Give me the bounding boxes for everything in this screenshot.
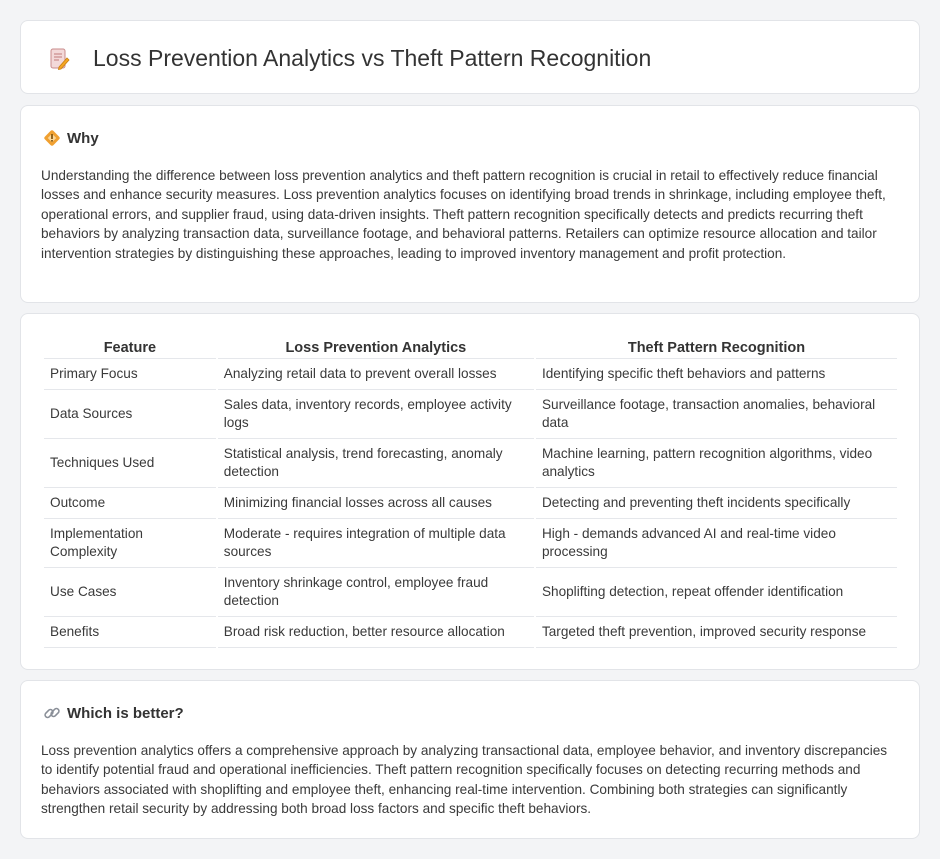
table-row: [44, 390, 897, 439]
page-title: Loss Prevention Analytics vs Theft Pattern Recognition: [93, 45, 652, 71]
better-text: Loss prevention analytics offers a comprehensive approach by analyzing transactional data, employee behavior, and inventory discrepancies to identify potential fraud and operational inefficiencies. Theft pattern recognition specifically focuses on detecting recurring methods and behaviors associated with shoplifting and employee theft, enhancing real-time intervention. Combining both strategies can significantly strengthen retail security by addressing both broad loss factors and specific theft behaviors.: [41, 743, 888, 817]
theft-pattern-cell: Surveillance footage, transaction anomalies, behavioral data: [536, 390, 897, 439]
better-title: Which is better?: [67, 704, 184, 722]
loss-prevention-cell: Statistical analysis, trend forecasting, anomaly detection: [218, 439, 534, 488]
why-section: [20, 105, 920, 303]
table-row: [44, 488, 897, 519]
why-heading: [43, 128, 99, 148]
loss-prevention-cell: Minimizing financial losses across all causes: [218, 488, 534, 519]
loss-prevention-cell: Sales data, inventory records, employee activity logs: [218, 390, 534, 439]
better-heading: [43, 703, 184, 723]
loss-prevention-cell: Broad risk reduction, better resource allocation: [218, 617, 534, 648]
comparison-table: [42, 332, 899, 648]
theft-pattern-cell: Identifying specific theft behaviors and patterns: [536, 359, 897, 390]
theft-pattern-cell: Targeted theft prevention, improved security response: [536, 617, 897, 648]
table-row: [44, 519, 897, 568]
table-row: [44, 439, 897, 488]
table-row: [44, 617, 897, 648]
feature-cell: Use Cases: [44, 568, 216, 617]
feature-cell: Data Sources: [44, 390, 216, 439]
feature-cell: Benefits: [44, 617, 216, 648]
column-header: Theft Pattern Recognition: [536, 332, 897, 359]
header-card: [20, 20, 920, 94]
table-row: [44, 568, 897, 617]
theft-pattern-cell: Machine learning, pattern recognition algorithms, video analytics: [536, 439, 897, 488]
loss-prevention-cell: Inventory shrinkage control, employee fraud detection: [218, 568, 534, 617]
link-icon: [43, 704, 61, 722]
theft-pattern-cell: Detecting and preventing theft incidents specifically: [536, 488, 897, 519]
why-text: Understanding the difference between loss prevention analytics and theft pattern recognition is crucial in retail to effectively reduce financial losses and enhance security measures. Loss prevention analytics focuses on identifying broad trends in shrinkage, including employee theft, operational errors, and supplier fraud, using data-driven insights. Theft pattern recognition specifically detects and predicts recurring theft behaviors by analyzing transaction data, surveillance footage, and behavioral patterns. Retailers can optimize resource allocation and tailor intervention strategies by distinguishing these approaches, leading to improved inventory management and profit protection.: [41, 168, 886, 261]
column-header: Loss Prevention Analytics: [218, 332, 534, 359]
loss-prevention-cell: Moderate - requires integration of multiple data sources: [218, 519, 534, 568]
theft-pattern-cell: Shoplifting detection, repeat offender identification: [536, 568, 897, 617]
table-row: [44, 359, 897, 390]
document-pen-icon: [47, 47, 71, 71]
feature-cell: Implementation Complexity: [44, 519, 216, 568]
column-header: Feature: [44, 332, 216, 359]
feature-cell: Techniques Used: [44, 439, 216, 488]
theft-pattern-cell: High - demands advanced AI and real-time video processing: [536, 519, 897, 568]
loss-prevention-cell: Analyzing retail data to prevent overall losses: [218, 359, 534, 390]
feature-cell: Primary Focus: [44, 359, 216, 390]
diamond-warning-icon: [43, 129, 61, 147]
feature-cell: Outcome: [44, 488, 216, 519]
comparison-section: [20, 313, 920, 670]
which-is-better-section: [20, 680, 920, 839]
table-header-row: [44, 332, 897, 359]
why-title: Why: [67, 129, 99, 147]
